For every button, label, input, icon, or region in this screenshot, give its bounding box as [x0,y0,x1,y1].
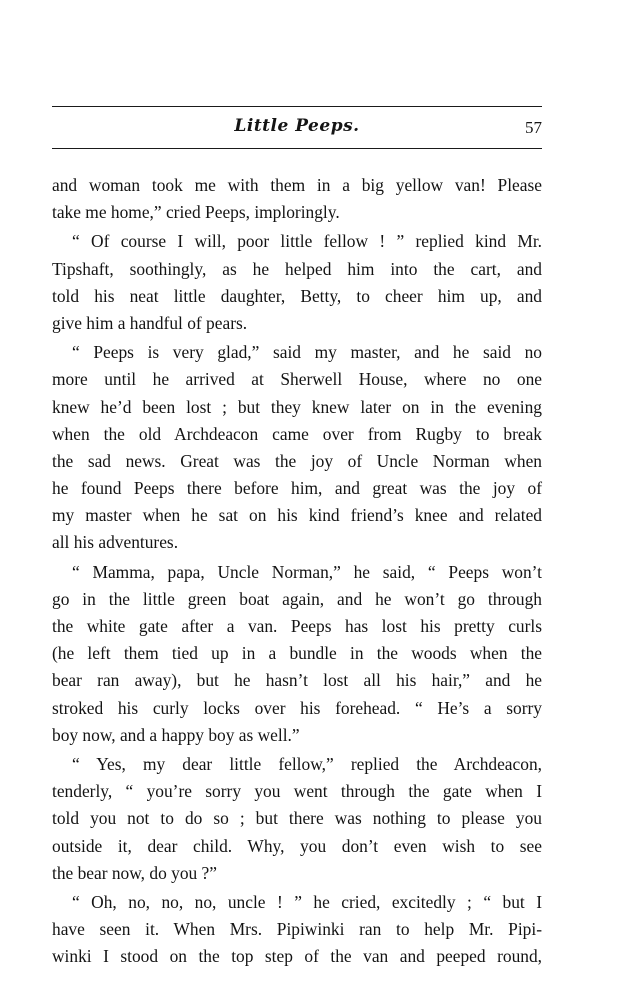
text-line: more until he arrived at Sherwell House, where no one [52,369,542,390]
text-line: the bear now, do you ?” [52,862,217,883]
text-line: take me home,” cried Peeps, imploringly. [52,202,340,223]
text-line: my master when he sat on his kind friend’s knee and related [52,505,542,526]
text-line: tenderly, “ you’re sorry you went through the gate when I [52,781,542,802]
text-line: “ Peeps is very glad,” said my master, and he said no [72,342,542,363]
header-rule-bottom [52,148,542,149]
text-line: go in the little green boat again, and he won’t go through [52,588,542,609]
text-line: outside it, dear child. Why, you don’t even wish to see [52,835,542,856]
text-line: told you not to do so ; but there was nothing to please you [52,808,542,829]
text-line: the white gate after a van. Peeps has lost his pretty curls [52,616,542,636]
text-line: Tipshaft, soothingly, as he helped him into the cart, and [52,258,542,279]
text-line: boy now, and a happy boy as well.” [52,724,300,745]
text-line: he found Peeps there before him, and great was the joy of [52,478,542,499]
text-line: “ Oh, no, no, no, uncle ! ” he cried, excitedly ; “ but I [72,891,542,912]
text-line: all his adventures. [52,532,179,553]
text-line: stroked his curly locks over his forehead. “ He’s a sorry [52,697,542,718]
text-line: knew he’d been lost ; but they knew later on in the evening [52,396,542,417]
text-line: winki I stood on the top step of the van and peeped round, [52,946,542,967]
header-rule-top [52,106,542,107]
text-line: give him a handful of pears. [52,312,248,333]
running-title: Little Peeps. [234,116,360,136]
text-line: told his neat little daughter, Betty, to cheer him up, and [52,285,542,306]
text-line: bear ran away), but he hasn’t lost all his hair,” and he [52,670,542,691]
text-line: when the old Archdeacon came over from Rugby to break [52,423,542,444]
text-line: “ Yes, my dear little fellow,” replied the Archdeacon, [72,753,542,774]
text-line: the sad news. Great was the joy of Uncle Norman when [52,450,542,471]
page-number: 57 [525,118,542,137]
text-line: “ Mamma, papa, Uncle Norman,” he said, “ Peeps won’t [72,561,542,582]
text-line: “ Of course I will, poor little fellow ! ” replied kind Mr. [72,231,542,252]
running-head [52,114,542,142]
text-line: (he left them tied up in a bundle in the woods when the [52,643,542,664]
body-text [52,172,542,970]
text-line: and woman took me with them in a big yellow van! Please [52,175,542,195]
text-line: have seen it. When Mrs. Pipiwinki ran to help Mr. Pipi- [52,919,542,940]
